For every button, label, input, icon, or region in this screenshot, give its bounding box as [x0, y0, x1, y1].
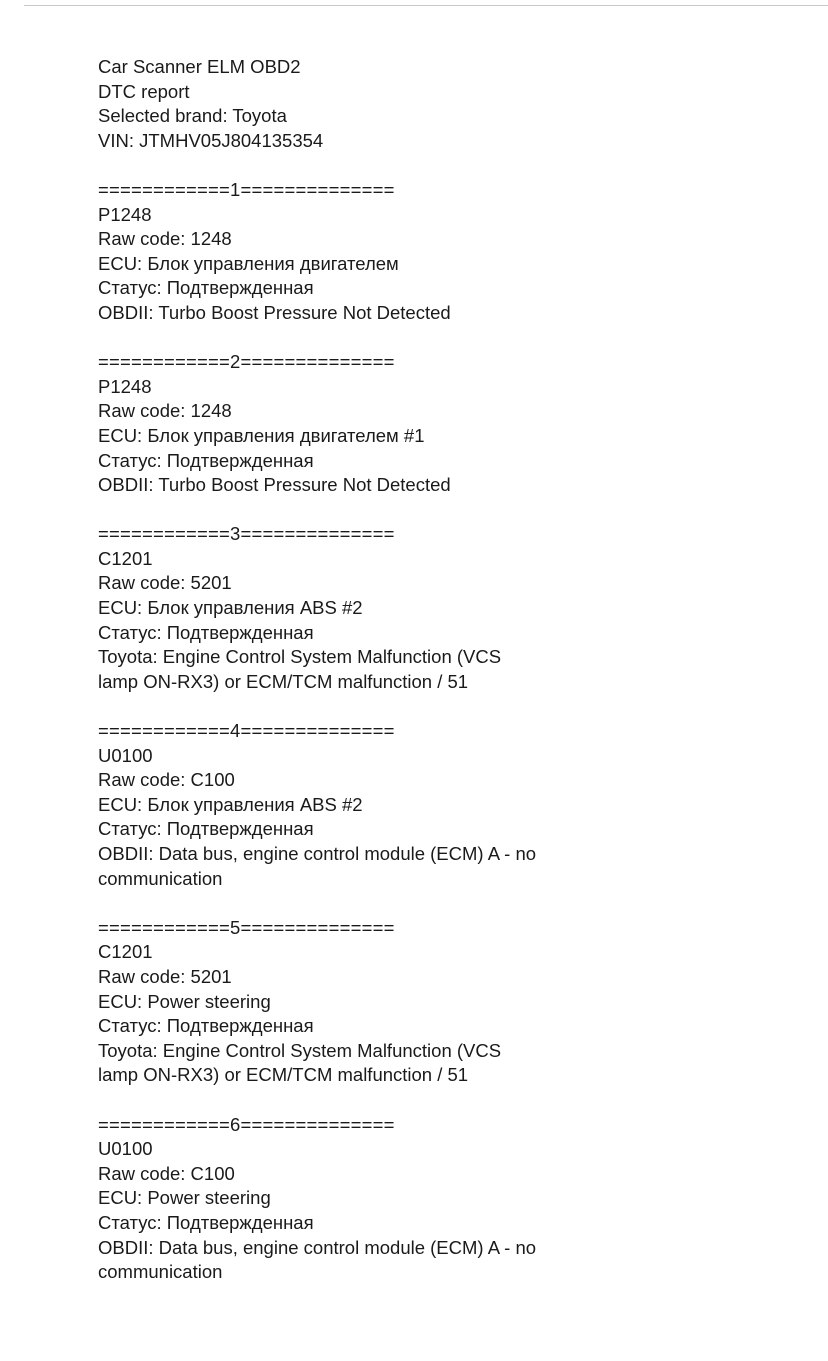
status: Статус: Подтвержденная: [98, 277, 314, 299]
entry-separator: ============3==============: [98, 523, 395, 545]
dtc-report-text: [98, 55, 538, 1285]
dtc-entry-2: [98, 350, 538, 522]
dtc-entry-1: [98, 178, 538, 350]
dtc-entry-5: [98, 916, 538, 1113]
dtc-code: U0100: [98, 744, 153, 766]
ecu: ECU: Power steering: [98, 1187, 271, 1209]
status: Статус: Подтвержденная: [98, 621, 314, 643]
description: OBDII: Data bus, engine control module (ECM) A - no communication: [98, 843, 537, 889]
raw-code: Raw code: C100: [98, 1162, 235, 1184]
description: Toyota: Engine Control System Malfunction (VCS lamp ON-RX3) or ECM/TCM malfunction / 51: [98, 1039, 502, 1086]
vin: VIN: JTMHV05J804135354: [98, 129, 324, 151]
ecu: ECU: Блок управления ABS #2: [98, 793, 363, 815]
dtc-entry-3: [98, 522, 538, 719]
description: OBDII: Data bus, engine control module (ECM) A - no communication: [98, 1236, 537, 1283]
report-type: DTC report: [98, 80, 190, 102]
raw-code: Raw code: 5201: [98, 965, 232, 987]
raw-code: Raw code: C100: [98, 769, 235, 791]
ecu: ECU: Блок управления двигателем #1: [98, 424, 425, 446]
description: OBDII: Turbo Boost Pressure Not Detected: [98, 474, 451, 496]
entry-separator: ============1==============: [98, 178, 395, 200]
raw-code: Raw code: 1248: [98, 400, 232, 422]
blank-line: [98, 891, 538, 916]
status: Статус: Подтвержденная: [98, 1015, 314, 1037]
blank-line: [98, 498, 538, 523]
ecu: ECU: Power steering: [98, 990, 271, 1012]
top-divider: [24, 5, 828, 6]
dtc-entry-6: [98, 1113, 538, 1285]
raw-code: Raw code: 1248: [98, 228, 232, 250]
blank-line: [98, 1088, 538, 1113]
blank-line: [98, 153, 538, 178]
dtc-code: P1248: [98, 203, 152, 225]
entry-separator: ============5==============: [98, 916, 395, 938]
status: Статус: Подтвержденная: [98, 449, 314, 471]
entry-separator: ============6==============: [98, 1113, 395, 1135]
ecu: ECU: Блок управления двигателем: [98, 252, 399, 274]
selected-brand: Selected brand: Toyota: [98, 105, 287, 127]
dtc-code: C1201: [98, 547, 153, 569]
dtc-code: U0100: [98, 1138, 153, 1160]
entry-separator: ============4==============: [98, 720, 395, 742]
status: Статус: Подтвержденная: [98, 1211, 314, 1233]
description: OBDII: Turbo Boost Pressure Not Detected: [98, 301, 451, 323]
ecu: ECU: Блок управления ABS #2: [98, 597, 363, 619]
raw-code: Raw code: 5201: [98, 572, 232, 594]
dtc-entry-4: [98, 719, 538, 916]
blank-line: [98, 326, 538, 351]
dtc-code: C1201: [98, 941, 153, 963]
description: Toyota: Engine Control System Malfunction (VCS lamp ON-RX3) or ECM/TCM malfunction / 51: [98, 646, 502, 692]
dtc-code: P1248: [98, 375, 152, 397]
app-name: Car Scanner ELM OBD2: [98, 56, 301, 77]
status: Статус: Подтвержденная: [98, 818, 314, 840]
blank-line: [98, 694, 538, 719]
entry-separator: ============2==============: [98, 351, 395, 373]
